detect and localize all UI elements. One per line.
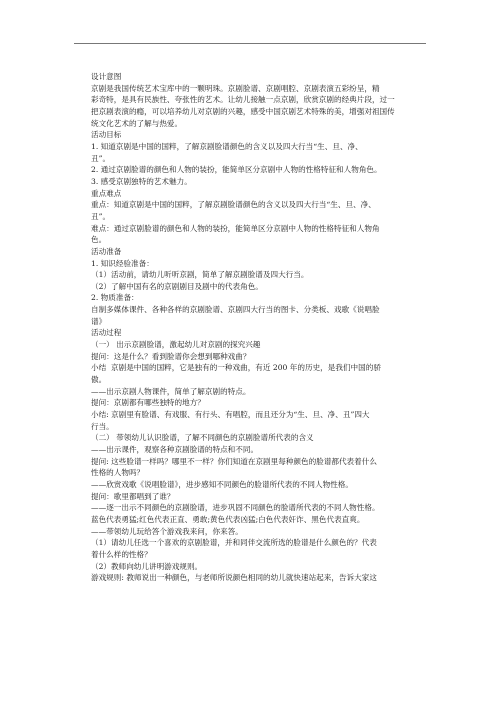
paragraph-line: 提问：京剧都有哪些独特的地方？ [91,398,205,408]
paragraph-line: （一） 出示京剧脸谱，激起幼儿对京剧的探究兴趣 [91,340,261,350]
header-rule [74,43,426,44]
paragraph-line: （1）请幼儿任选一个喜欢的京剧脸谱，并和同伴交流所选的脸谱是什么颜色的？代表 [91,538,377,548]
paragraph-line: 蓝色代表勇猛;红色代表正直、勇敢;黄色代表凶猛;白色代表奸诈、黑色代表直爽。 [91,514,365,524]
section-heading-goals: 活动目标 [91,130,122,140]
section-heading-preparation: 活动准备 [91,246,122,256]
paragraph-line: 难点：通过京剧脸谱的颜色和人物的装扮，能简单区分京剧中人物的性格特征和人物角 [91,223,380,233]
section-heading-process: 活动过程 [91,328,122,338]
paragraph-line: ——欣赏戏歌《说唱脸谱》，进步感知不同颜色的脸谱所代表的不同人物性格。 [91,479,353,489]
paragraph-line: 着什么样的性格？ [91,549,152,559]
paragraph-line: （二） 带领幼儿认识脸谱，了解不同颜色的京剧脸谱所代表的含义 [91,433,314,443]
paragraph-line: ——逐一出示不同颜色的京剧脸谱，进步巩固不同颜色的脸谱所代表的不同人物性格。 [91,503,380,513]
paragraph-line: 1. 知道京剧是中国的国粹，了解京剧脸谱颜色的含义以及四大行当“生、旦、净、 [91,141,363,151]
paragraph-line: 提问：这是什么？看到脸谱你会想到哪种戏曲？ [91,351,251,361]
paragraph-line: ——出示京剧人物课件，简单了解京剧的特点。 [91,386,251,396]
paragraph-line: （1）活动前，请幼儿听听京剧，简单了解京剧脸谱及四大行当。 [91,270,309,280]
document-body [91,71,427,584]
paragraph-line: 小结 京剧是中国的国粹，它是独有的一种戏曲，有近 200 年的历史，是我们中国的骄 [91,363,381,373]
paragraph-line: 把京剧表演的瘾，可以培养幼儿对京剧的兴趣，感受中国京剧艺术特殊的美，增强对祖国传 [91,106,395,116]
paragraph-line: 性格的人物吗？ [91,468,145,478]
paragraph-line: ——出示课件，观察各种京剧脸谱的特点和不同。 [91,445,259,454]
paragraph-line: 丑”。 [91,211,111,221]
paragraph-line: 游戏规则: 教师说出一种颜色，与老师所说颜色相同的幼儿就快速站起来，告诉大家这 [91,573,377,583]
paragraph-line: 行当。 [91,421,114,431]
paragraph-line: 彩奇特，是具有民族性、夸张性的艺术。让幼儿接触一点京剧，欣赏京剧的经典片段，过一 [91,95,395,105]
paragraph-line: 重点：知道京剧是中国的国粹，了解京剧脸谱颜色的含义以及四大行当“生、旦、净、 [91,200,376,210]
paragraph-line: 傲。 [91,375,107,385]
paragraph-line: 统文化艺术的了解与热爱。 [91,118,183,128]
paragraph-line: 提问：歌里都唱到了谁？ [91,491,175,501]
paragraph-line: 2. 通过京剧脸谱的颜色和人物的装扮，能简单区分京剧中人物的性格特征和人物角色。 [91,165,382,175]
paragraph-line: ——带领幼儿玩给答个游戏我来问，你来答。 [91,526,243,536]
paragraph-line: （2）了解中国有名的京剧剧目及剧中的代表角色。 [91,281,263,291]
section-heading-key-points: 重点难点 [91,188,122,198]
paragraph-line: （2）教师向幼儿讲明游戏规则。 [91,561,203,571]
paragraph-line: 2. 物质准备： [91,293,139,303]
paragraph-line: 京剧是我国传统艺术宝库中的一颗明珠。京剧脸谱、京剧唱腔、京剧表演五彩纷呈，精 [91,83,380,93]
paragraph-line: 小结: 京剧里有脸谱、有戏服、有行头、有唱腔，而且还分为“生、旦、净、丑”四大 [91,410,370,420]
paragraph-line: 自制多媒体课件、各种各样的京剧脸谱、京剧四大行当的图卡、分类板、戏歌《说唱脸 [91,305,380,315]
section-heading-design-intent: 设计意图 [91,72,122,81]
paragraph-line: 提问: 这些脸谱一样吗？哪里不一样？你们知道在京剧里每种颜色的脸谱都代表着什么 [91,456,377,466]
paragraph-line: 3. 感受京剧独特的艺术魅力。 [91,176,192,186]
paragraph-line: 谱》 [91,316,107,326]
paragraph-line: 丑”。 [91,153,111,163]
paragraph-line: 色。 [91,235,107,245]
paragraph-line: 1. 知识经验准备： [91,258,154,268]
